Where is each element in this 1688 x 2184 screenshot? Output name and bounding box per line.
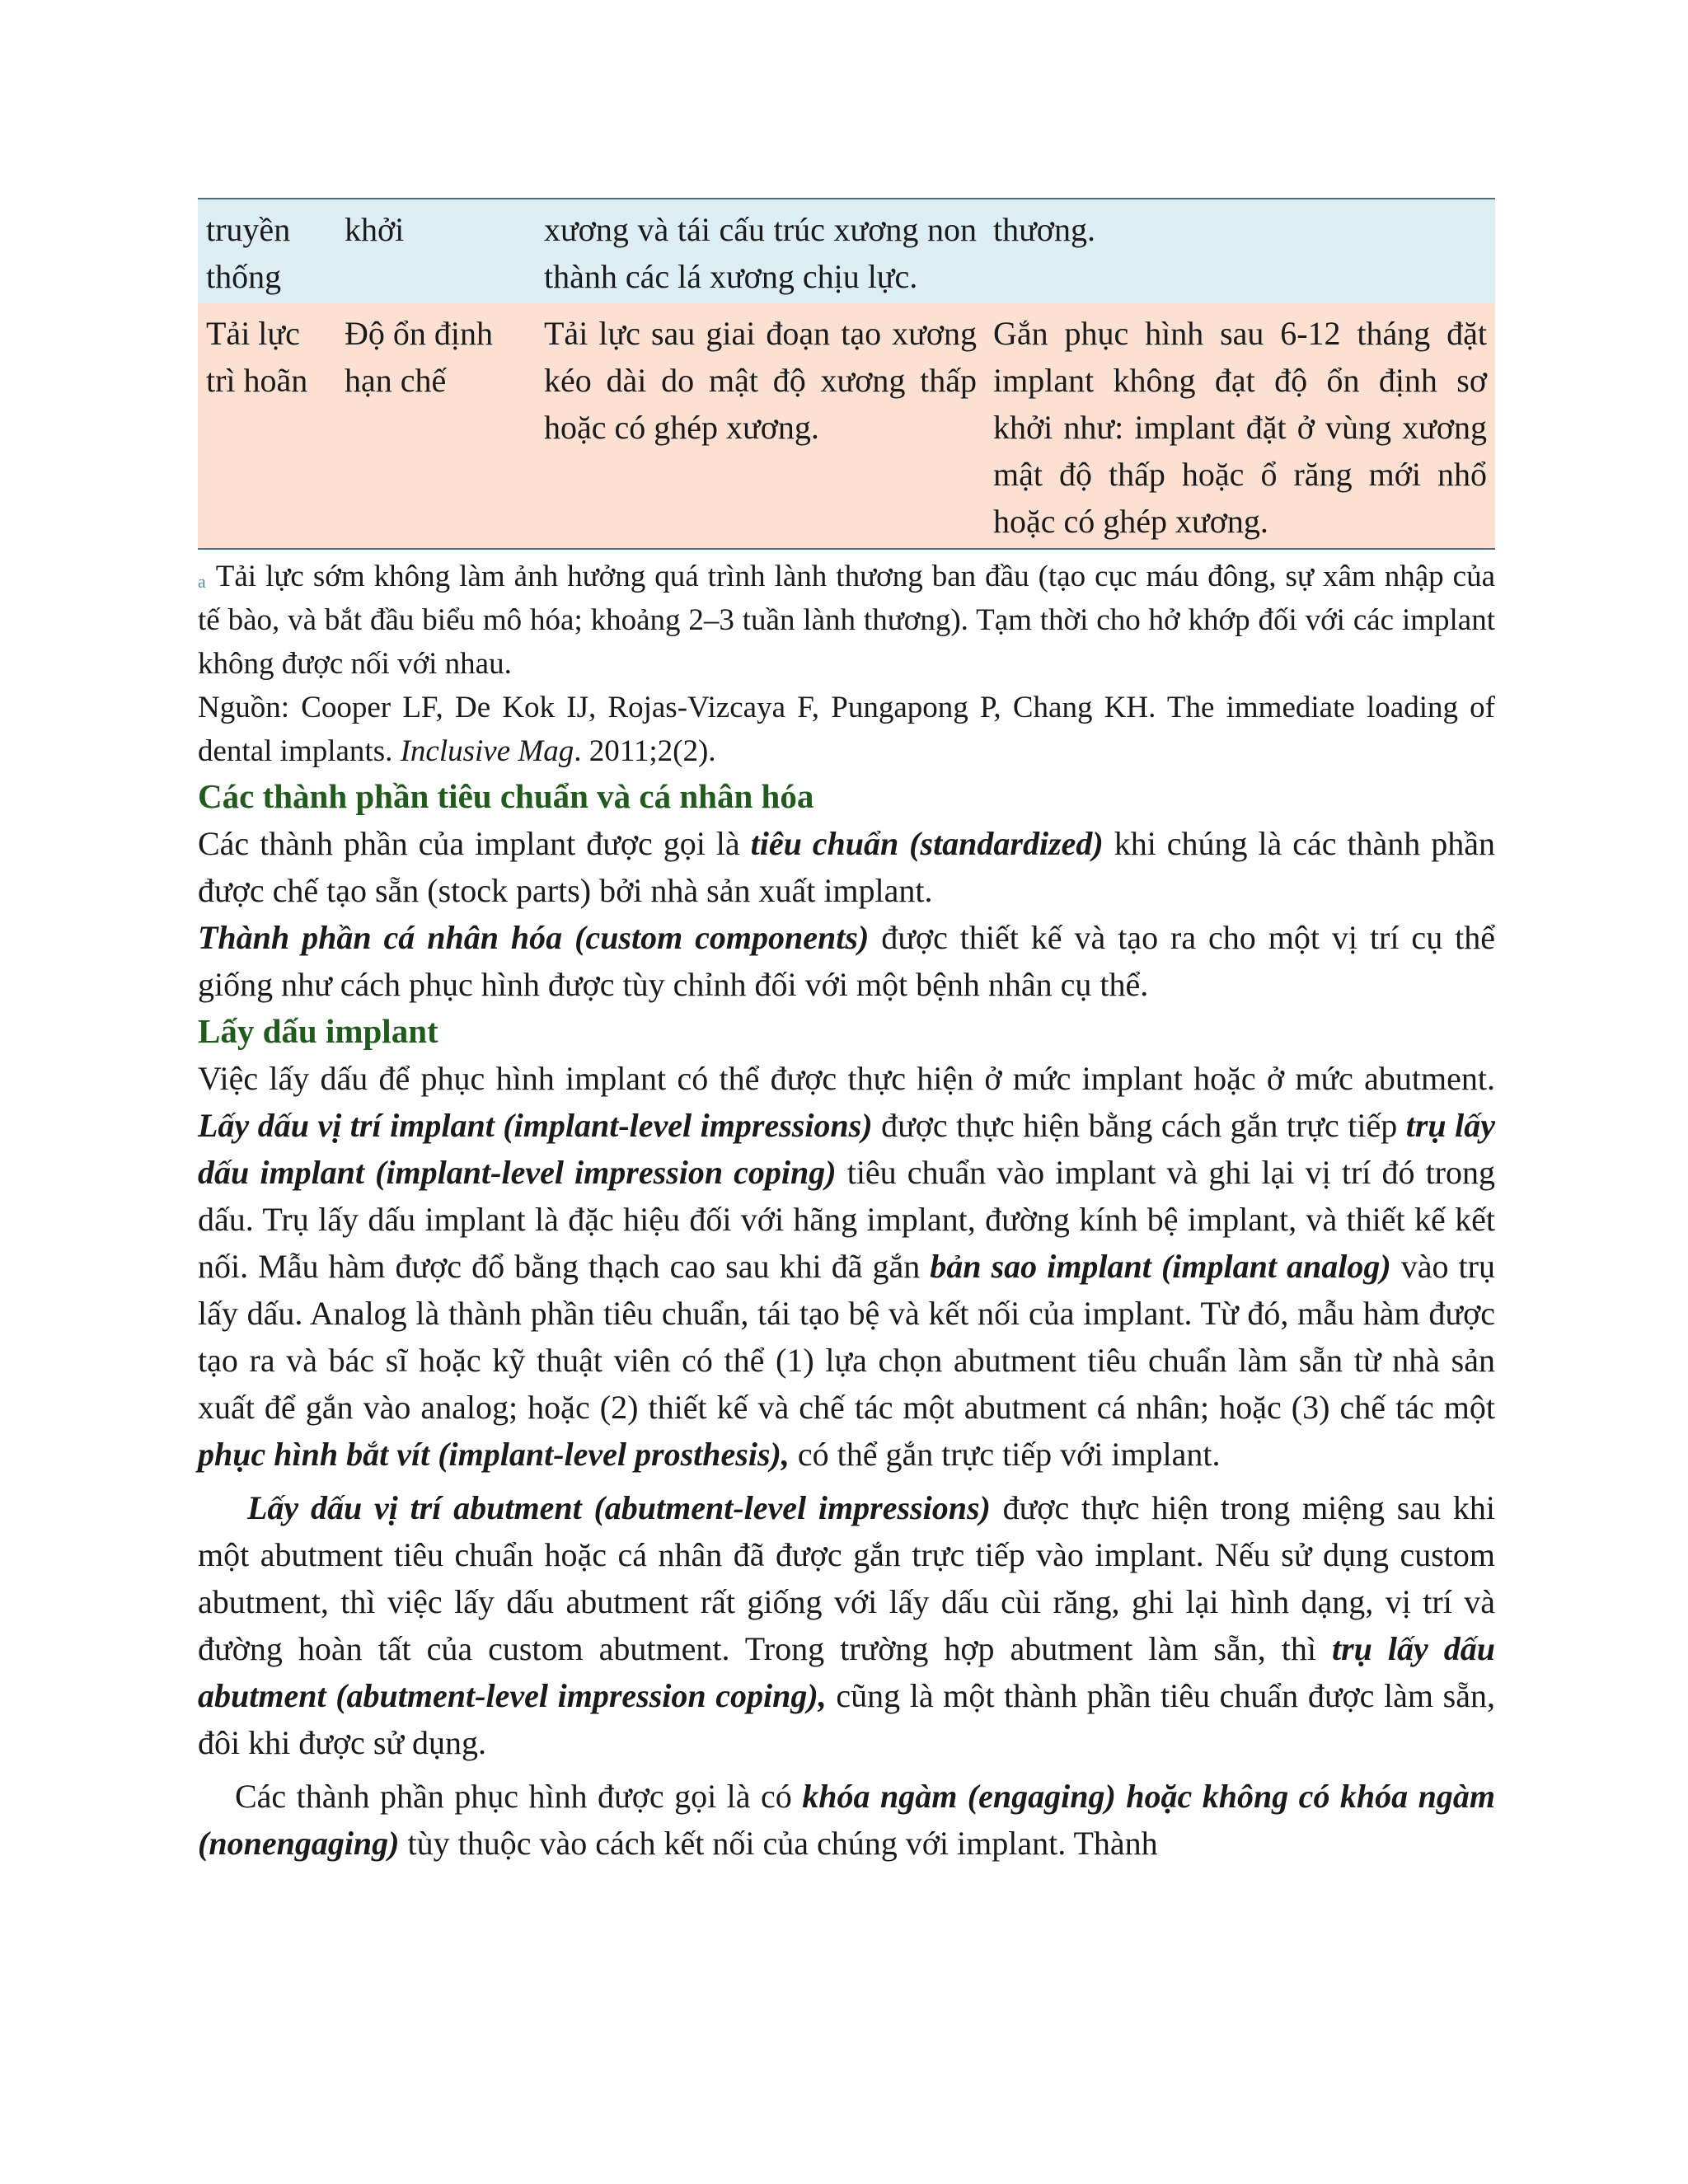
footnote-marker: a [198, 571, 206, 592]
term-standardized: tiêu chuẩn (standardized) [750, 825, 1104, 862]
section-heading-standard-custom: Các thành phần tiêu chuẩn và cá nhân hóa [198, 777, 814, 815]
term-abutment-impression-coping: trụ lấy dấu abutment (abutment-level impression coping), [198, 1630, 1496, 1714]
table-row [198, 303, 1495, 549]
paragraph-abutment-level [198, 1484, 1495, 1766]
loading-protocol-table-continued [198, 198, 1495, 550]
text-run: Việc lấy dấu để phục hình implant có thể được thực hiện ở mức implant hoặc ở mức abutment. [198, 1060, 1495, 1097]
text-run: Các thành phần của implant được gọi là [198, 825, 751, 862]
table-cell: Độ ổn định hạn chế [336, 303, 536, 549]
source-journal: Inclusive Mag [400, 734, 574, 768]
text-run: cũng là một thành phần tiêu chuẩn được làm sẵn, đôi khi được sử dụng. [198, 1677, 1496, 1761]
table-cell: xương và tái cấu trúc xương non thành các lá xương chịu lực. [536, 199, 985, 303]
table-footnote [198, 555, 1495, 686]
term-implant-level-prosthesis: phục hình bắt vít (implant-level prosthesis), [198, 1436, 790, 1473]
text-run: Các thành phần phục hình được gọi là có [235, 1778, 803, 1815]
table-cell: Tải lực trì hoãn [198, 303, 336, 549]
term-custom-components: Thành phần cá nhân hóa (custom components) [198, 919, 870, 956]
table-cell: truyền thống [198, 199, 336, 303]
text-run: tiêu chuẩn vào implant và ghi lại vị trí đó trong dấu. Trụ lấy dấu implant là đặc hiệu đối với hãng implant, đường kính bệ implant, và thiết kế kết nối. Mẫu hàm được đổ bằng thạch cao sau khi đã gắn [198, 1154, 1495, 1285]
section-heading-implant-impression: Lấy dấu implant [198, 1012, 438, 1050]
paragraph-engaging [198, 1773, 1495, 1867]
term-implant-analog: bản sao implant (implant analog) [930, 1248, 1391, 1285]
text-run: khi chúng là các thành phần được chế tạo sẵn (stock parts) bởi nhà sản xuất implant. [198, 825, 1496, 909]
term-abutment-level-impressions: Lấy dấu vị trí abutment (abutment-level impressions) [247, 1489, 991, 1526]
term-impression-coping: trụ lấy dấu implant (implant-level impression coping) [198, 1107, 1495, 1191]
source-suffix: . 2011;2(2). [574, 734, 716, 768]
text-run: tùy thuộc vào cách kết nối của chúng với implant. Thành [399, 1825, 1158, 1862]
text-run: được thiết kế và tạo ra cho một vị trí cụ thể giống như cách phục hình được tùy chỉnh đối với một bệnh nhân cụ thể. [198, 919, 1495, 1003]
footnote-text: Tải lực sớm không làm ảnh hưởng quá trình lành thương ban đầu (tạo cục máu đông, sự xâm nhập của tế bào, và bắt đầu biểu mô hóa; khoảng 2–3 tuần lành thương). Tạm thời cho hở khớp đối với các implant không được nối với nhau. [198, 560, 1495, 681]
paragraph-standardized [198, 820, 1495, 914]
paragraph-custom-components [198, 914, 1495, 1008]
table-cell: Tải lực sau giai đoạn tạo xương kéo dài do mật độ xương thấp hoặc có ghép xương. [536, 303, 985, 549]
text-run: vào trụ lấy dấu. Analog là thành phần tiêu chuẩn, tái tạo bệ và kết nối của implant. Từ đó, mẫu hàm được tạo ra và bác sĩ hoặc kỹ thuật viên có thể (1) lựa chọn abutment tiêu chuẩn làm sẵn từ nhà sản xuất để gắn vào analog; hoặc (2) thiết kế và chế tác một abutment cá nhân; hoặc (3) chế tác một [198, 1248, 1495, 1426]
table-source [198, 686, 1495, 773]
page-content [198, 198, 1495, 1867]
table-row [198, 199, 1495, 303]
source-text: Nguồn: Cooper LF, De Kok IJ, Rojas-Vizcaya F, Pungapong P, Chang KH. The immediate loading of dental implants. [198, 691, 1495, 768]
term-engaging-nonengaging: khóa ngàm (engaging) hoặc không có khóa ngàm (nonengaging) [198, 1778, 1495, 1862]
text-run: được thực hiện trong miệng sau khi một abutment tiêu chuẩn hoặc cá nhân đã được gắn trực tiếp vào implant. Nếu sử dụng custom abutment, thì việc lấy dấu abutment rất giống với lấy dấu cùi răng, ghi lại hình dạng, vị trí và đường hoàn tất của custom abutment. Trong trường hợp abutment làm sẵn, thì [198, 1489, 1495, 1667]
text-run: được thực hiện bằng cách gắn trực tiếp [872, 1107, 1406, 1144]
term-implant-level-impressions: Lấy dấu vị trí implant (implant-level impressions) [198, 1107, 873, 1144]
text-run: có thể gắn trực tiếp với implant. [789, 1436, 1221, 1473]
table-cell: thương. [985, 199, 1495, 303]
table-cell: Gắn phục hình sau 6-12 tháng đặt implant không đạt độ ổn định sơ khởi như: implant đặt ở vùng xương mật độ thấp hoặc ổ răng mới nhổ hoặc có ghép xương. [985, 303, 1495, 549]
paragraph-implant-level [198, 1055, 1495, 1478]
table-cell: khởi [336, 199, 536, 303]
